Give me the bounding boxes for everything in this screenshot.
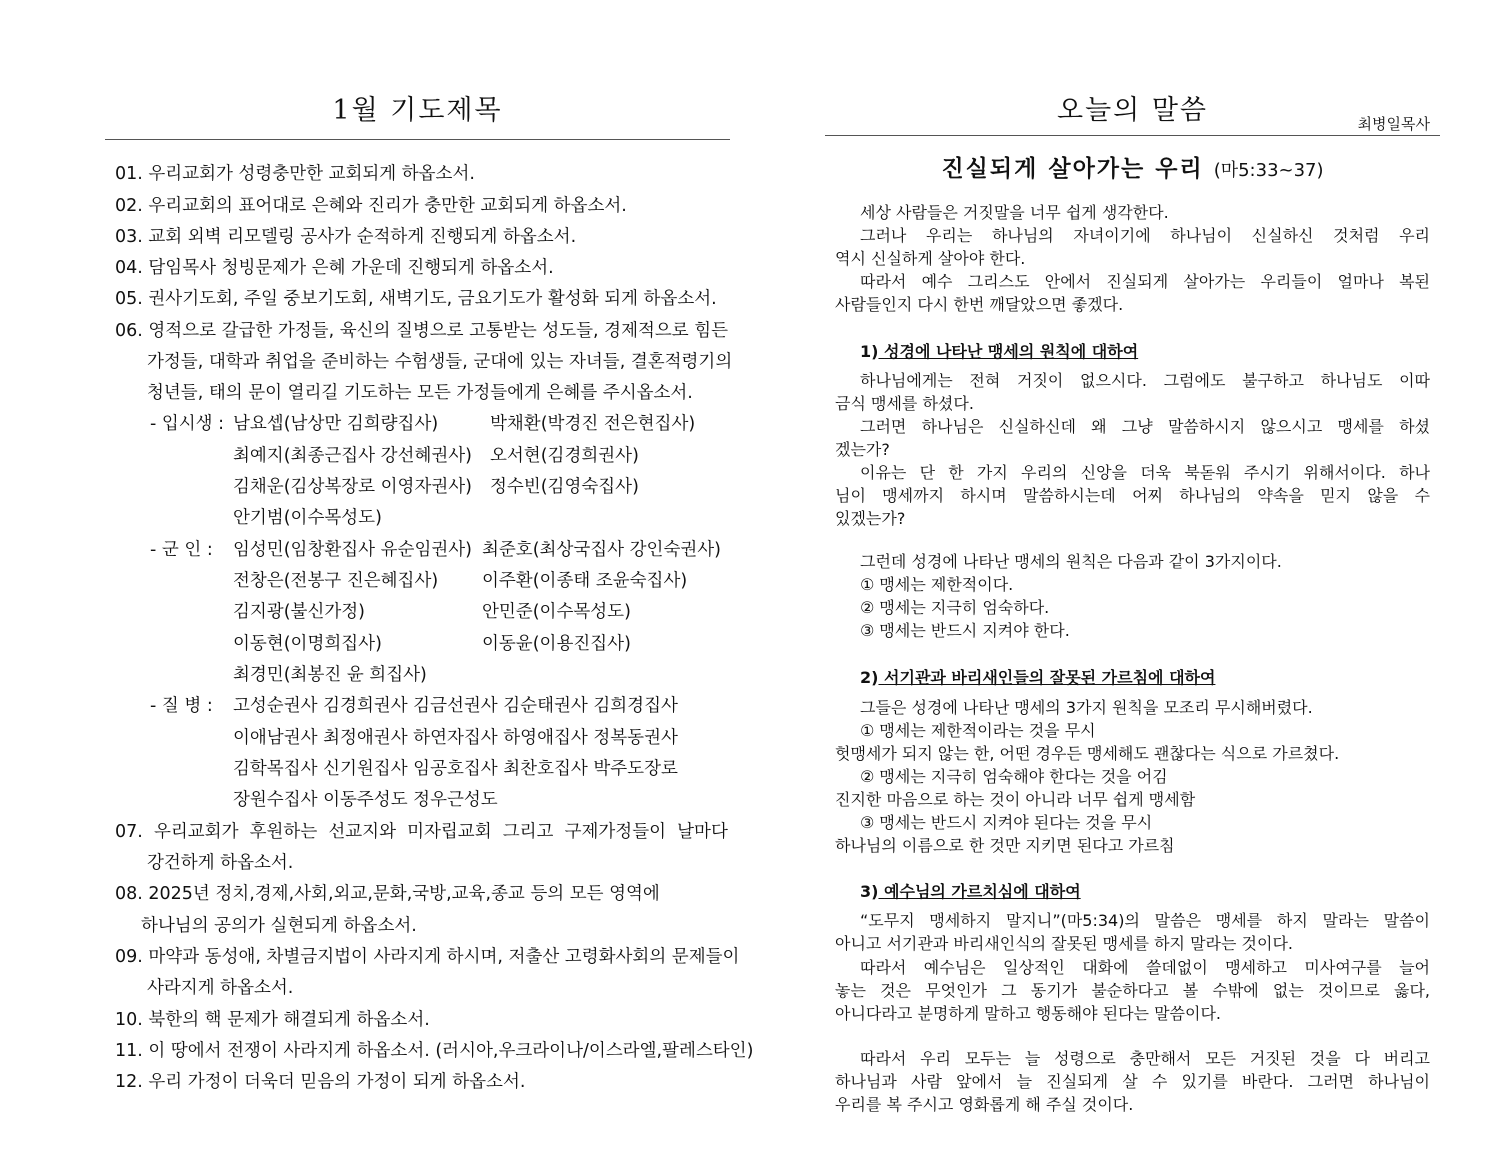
body-line: 따라서 예수님은 일상적인 대화에 쓸데없이 맹세하고 미사여구를 늘어	[860, 958, 1430, 977]
prayer-item-cont: 강건하게 하옵소서.	[147, 853, 294, 873]
section-number: 3)	[860, 882, 879, 901]
body-line: ② 맹세는 지극히 엄숙해야 한다는 것을 어김	[860, 767, 1168, 786]
sermon-title	[825, 150, 1440, 183]
army-label: - 군 인 :	[150, 540, 213, 560]
prayer-item-cont: 가정들, 대학과 취업을 준비하는 수험생들, 군대에 있는 자녀들, 결혼적령기의	[147, 352, 733, 372]
prayer-item-cont: 청년들, 태의 문이 열리길 기도하는 모든 가정들에게 은혜를 주시옵소서.	[147, 383, 693, 403]
army-name: 김지광(불신가정)	[233, 602, 365, 622]
section-title	[860, 668, 1215, 688]
army-name: 이동윤(이용진집사)	[482, 634, 631, 654]
body-line: 헛맹세가 되지 않는 한, 어떤 경우든 맹세해도 괜찮다는 식으로 가르쳤다.	[835, 744, 1340, 763]
army-name: 이동현(이명희집사)	[233, 634, 382, 654]
body-line: 진지한 마음으로 하는 것이 아니라 너무 쉽게 맹세함	[835, 790, 1196, 809]
body-line: ① 맹세는 제한적이다.	[860, 575, 1014, 594]
army-name: 최준호(최상국집사 강인숙권사)	[482, 540, 721, 560]
body-line: 그러면 하나님은 신실하신데 왜 그냥 말씀하시지 않으시고 맹세를 하셨	[860, 417, 1430, 436]
sick-names: 장원수집사 이동주성도 정우근성도	[233, 790, 498, 810]
sermon-heading-rule	[825, 135, 1440, 136]
body-line: 그런데 성경에 나타난 맹세의 원칙은 다음과 같이 3가지이다.	[860, 552, 1282, 571]
section-number: 2)	[860, 668, 879, 687]
body-line: 있겠는가?	[835, 509, 906, 528]
prayer-item: 12. 우리 가정이 더욱더 믿음의 가정이 되게 하옵소서.	[115, 1072, 526, 1092]
army-name: 이주환(이종태 조윤숙집사)	[482, 571, 688, 591]
exam-name: 김채운(김상복장로 이영자권사)	[233, 477, 472, 497]
prayer-item: 05. 권사기도회, 주일 중보기도회, 새벽기도, 금요기도가 활성화 되게 하옵소서.	[115, 289, 717, 309]
army-name: 최경민(최봉진 윤 희집사)	[233, 665, 427, 685]
prayer-item: 06. 영적으로 갈급한 가정들, 육신의 질병으로 고통받는 성도들, 경제적으로 힘든	[115, 321, 729, 341]
body-line: ③ 맹세는 반드시 지켜야 한다.	[860, 621, 1070, 640]
exam-name: 오서현(김경희권사)	[490, 446, 639, 466]
body-line: 사람들인지 다시 한번 깨달았으면 좋겠다.	[835, 295, 1124, 314]
body-line: 따라서 예수 그리스도 안에서 진실되게 살아가는 우리들이 얼마나 복된	[860, 272, 1430, 291]
prayer-heading-rule	[105, 139, 730, 140]
section-title	[860, 342, 1138, 362]
prayer-heading: 1월 기도제목	[332, 95, 503, 126]
army-name: 전창은(전봉구 진은혜집사)	[233, 571, 439, 591]
prayer-item: 03. 교회 외벽 리모델링 공사가 순적하게 진행되게 하옵소서.	[115, 227, 577, 247]
body-line: 우리를 복 주시고 영화롭게 해 주실 것이다.	[835, 1095, 1134, 1114]
body-line: 하나님에게는 전혀 거짓이 없으시다. 그럼에도 불구하고 하나님도 이따	[860, 371, 1430, 390]
exam-label: - 입시생 :	[150, 414, 225, 434]
body-line: ② 맹세는 지극히 엄숙하다.	[860, 598, 1050, 617]
section-title-text: 예수님의 가르치심에 대하여	[884, 882, 1081, 901]
sermon-reference: (마5:33~37)	[1213, 160, 1324, 181]
prayer-item: 11. 이 땅에서 전쟁이 사라지게 하옵소서. (러시아,우크라이나/이스라엘,팔레스타인)	[115, 1041, 754, 1061]
army-name: 임성민(임창환집사 유순임권사)	[233, 540, 472, 560]
body-line: 금식 맹세를 하셨다.	[835, 394, 974, 413]
body-line: 그들은 성경에 나타난 맹세의 3가지 원칙을 모조리 무시해버렸다.	[860, 698, 1313, 717]
sick-names: 고성순권사 김경희권사 김금선권사 김순태권사 김희경집사	[233, 696, 678, 716]
prayer-item: 04. 담임목사 청빙문제가 은혜 가운데 진행되게 하옵소서.	[115, 258, 554, 278]
body-line: 그러나 우리는 하나님의 자녀이기에 하나님이 신실하신 것처럼 우리	[860, 226, 1430, 245]
body-line: 님이 맹세까지 하시며 말씀하시는데 어찌 하나님의 약속을 믿지 않을 수	[835, 486, 1430, 505]
sermon-title-text: 진실되게 살아가는 우리	[941, 156, 1204, 182]
body-line: 하나님과 사람 앞에서 늘 진실되게 살 수 있기를 바란다. 그러면 하나님이	[835, 1072, 1430, 1091]
army-name: 안민준(이수목성도)	[482, 602, 631, 622]
sermon-heading: 오늘의 말씀	[1057, 95, 1208, 126]
sick-names: 김학목집사 신기원집사 임공호집사 최찬호집사 박주도장로	[233, 759, 678, 779]
section-title	[860, 882, 1081, 902]
body-line: 겠는가?	[835, 440, 890, 459]
body-line: ③ 맹세는 반드시 지켜야 된다는 것을 무시	[860, 813, 1153, 832]
prayer-item: 08. 2025년 정치,경제,사회,외교,문화,국방,교육,종교 등의 모든 영역에	[115, 884, 660, 904]
sick-label: - 질 병 :	[150, 696, 213, 716]
exam-name: 안기범(이수목성도)	[233, 508, 382, 528]
exam-name: 박채환(박경진 전은현집사)	[490, 414, 696, 434]
sick-names: 이애남권사 최정애권사 하연자집사 하영애집사 정복동권사	[233, 728, 678, 748]
body-line: 놓는 것은 무엇인가 그 동기가 불순하다고 볼 수밖에 없는 것이므로 옳다,	[835, 981, 1430, 1000]
body-line: 세상 사람들은 거짓말을 너무 쉽게 생각한다.	[860, 203, 1169, 222]
body-line: 따라서 우리 모두는 늘 성령으로 충만해서 모든 거짓된 것을 다 버리고	[860, 1049, 1430, 1068]
prayer-item: 10. 북한의 핵 문제가 해결되게 하옵소서.	[115, 1010, 430, 1030]
prayer-item: 07. 우리교회가 후원하는 선교지와 미자립교회 그리고 구제가정들이 날마다	[115, 822, 728, 842]
section-number: 1)	[860, 342, 879, 361]
body-line: 이유는 단 한 가지 우리의 신앙을 더욱 북돋워 주시기 위해서이다. 하나	[860, 463, 1430, 482]
prayer-item-cont: 사라지게 하옵소서.	[147, 978, 294, 998]
prayer-item: 09. 마약과 동성애, 차별금지법이 사라지게 하시며, 저출산 고령화사회의 문제들이	[115, 947, 740, 967]
prayer-item-cont: 하나님의 공의가 실현되게 하옵소서.	[141, 916, 417, 936]
body-line: 아니다라고 분명하게 말하고 행동해야 된다는 말씀이다.	[835, 1004, 1222, 1023]
exam-name: 최예지(최종근집사 강선혜권사)	[233, 446, 472, 466]
prayer-item: 01. 우리교회가 성령충만한 교회되게 하옵소서.	[115, 164, 475, 184]
body-line: “도무지 맹세하지 말지니”(마5:34)의 말씀은 맹세를 하지 말라는 말씀이	[860, 911, 1430, 930]
sermon-author: 최병일목사	[1357, 115, 1430, 133]
section-title-text: 성경에 나타난 맹세의 원칙에 대하여	[884, 342, 1139, 361]
prayer-item: 02. 우리교회의 표어대로 은혜와 진리가 충만한 교회되게 하옵소서.	[115, 196, 627, 216]
body-line: 하나님의 이름으로 한 것만 지키면 된다고 가르침	[835, 836, 1175, 855]
exam-name: 남요셉(남상만 김희량집사)	[233, 414, 439, 434]
section-title-text: 서기관과 바리새인들의 잘못된 가르침에 대하여	[884, 668, 1216, 687]
body-line: 아니고 서기관과 바리새인식의 잘못된 맹세를 하지 말라는 것이다.	[835, 934, 1294, 953]
body-line: ① 맹세는 제한적이라는 것을 무시	[860, 721, 1096, 740]
exam-name: 정수빈(김영숙집사)	[490, 477, 639, 497]
body-line: 역시 신실하게 살아야 한다.	[835, 249, 1026, 268]
